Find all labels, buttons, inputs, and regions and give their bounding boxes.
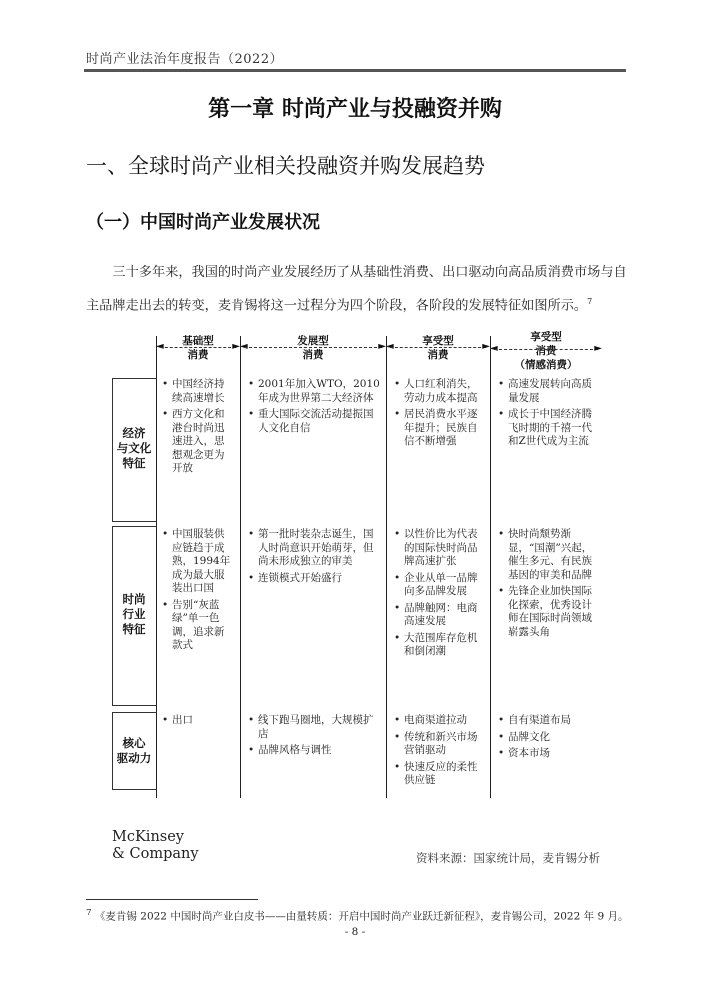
list-item: • 重大国际交流活动提振国人文化自信 — [248, 408, 382, 435]
cell-r3-c3 — [394, 714, 486, 791]
list-item: • 出口 — [162, 714, 234, 728]
row-label-3-line1: 核心 — [122, 736, 146, 750]
cell-r2-c2 — [248, 528, 382, 588]
list-item: • 居民消费水平逐年提升；民族自信不断增强 — [394, 408, 486, 449]
sub-title: （一）中国时尚产业发展状况 — [86, 212, 320, 233]
section-title: 一、全球时尚产业相关投融资并购发展趋势 — [86, 154, 485, 178]
list-item: • 资本市场 — [498, 747, 602, 761]
list-item: • 电商渠道拉动 — [394, 714, 486, 728]
cell-r2-c3 — [394, 528, 486, 662]
figure-source: 资料来源：国家统计局，麦肯锡分析 — [416, 851, 600, 865]
row-label-3 — [112, 736, 156, 766]
list-item: • 2001年加入WTO，2010年成为世界第二大经济体 — [248, 378, 382, 405]
cell-r1-c4 — [498, 378, 602, 452]
header-title: 时尚产业法治年度报告（2022） — [86, 52, 284, 67]
list-item: • 告别“灰蓝绿”单一色调，追求新款式 — [162, 599, 234, 653]
row-label-2-line1: 时尚 — [122, 592, 146, 606]
column-arrow-1: ◄ ► — [156, 341, 240, 352]
list-item: • 成长于中国经济腾飞时期的千禧一代和Z世代成为主流 — [498, 408, 602, 449]
row-label-2-line3: 特征 — [122, 622, 146, 636]
list-item: • 自有渠道布局 — [498, 714, 602, 728]
cell-r2-c1 — [162, 528, 234, 656]
logo-line2: & Company — [112, 846, 199, 862]
list-item: • 中国经济持续高速增长 — [162, 378, 234, 405]
list-item: • 人口红利消失，劳动力成本提高 — [394, 378, 486, 405]
list-item: • 线下跑马圈地，大规模扩店 — [248, 714, 382, 741]
logo-line1: McKinsey — [112, 829, 184, 845]
list-item: • 第一批时装杂志诞生，国人时尚意识开始萌芽，但尚未形成独立的审美 — [248, 528, 382, 569]
cell-r1-c3 — [394, 378, 486, 452]
column-header-4-line1: 享受型 — [530, 331, 562, 343]
footnote — [86, 908, 631, 924]
row-label-3-line2: 驱动力 — [116, 751, 152, 765]
list-item: • 以性价比为代表的国际快时尚品牌高速扩张 — [394, 528, 486, 569]
cell-r1-c2 — [248, 378, 382, 438]
column-header-2-line1: 发展型 — [297, 335, 329, 347]
cell-r3-c4 — [498, 714, 602, 764]
column-arrow-3: ◄ ► — [386, 341, 490, 352]
page-number: - 8 - — [344, 926, 366, 938]
column-divider-4 — [490, 336, 491, 798]
list-item: • 快速反应的柔性供应链 — [394, 761, 486, 788]
paragraph-text: 三十多年来，我国的时尚产业发展经历了从基础性消费、出口驱动向高品质消费市场与自主品牌走出去的转变，麦肯锡将这一过程分为四个阶段，各阶段的发展特征如图所示。 — [86, 265, 627, 314]
column-header-1-line2: 消费 — [187, 349, 209, 361]
row-label-1-line1: 经济 — [122, 426, 146, 440]
column-header-4-line3: （情感消费） — [514, 359, 578, 371]
stage-figure — [112, 326, 606, 871]
footnote-text: 《麦肯锡 2022 中国时尚产业白皮书——由量转质：开启中国时尚产业跃迁新征程》，麦肯锡公司，2022 年 9 月。 — [94, 910, 629, 923]
list-item: • 品牌触网：电商高速发展 — [394, 602, 486, 629]
column-header-2-line2: 消费 — [302, 349, 324, 361]
footnote-number: 7 — [86, 908, 92, 918]
column-header-1-line1: 基础型 — [182, 335, 214, 347]
column-divider-3 — [386, 336, 387, 798]
list-item: • 高速发展转向高质量发展 — [498, 378, 602, 405]
chapter-title: 第一章 时尚产业与投融资并购 — [208, 97, 502, 122]
list-item: • 先锋企业加快国际化探索，优秀设计师在国际时尚领域崭露头角 — [498, 585, 602, 639]
list-item: • 快时尚颓势渐显，“国潮”兴起，催生多元、有民族基因的审美和品牌 — [498, 528, 602, 582]
footnote-rule — [86, 899, 258, 900]
cell-r3-c1 — [162, 714, 234, 731]
mckinsey-logo — [112, 829, 199, 863]
list-item: • 传统和新兴市场营销驱动 — [394, 731, 486, 758]
row-label-2-line2: 行业 — [122, 607, 146, 621]
row-label-1-line2: 与文化 — [116, 441, 152, 455]
column-divider-2 — [240, 336, 241, 798]
list-item: • 品牌风格与调性 — [248, 744, 382, 758]
body-paragraph — [86, 258, 631, 320]
cell-r2-c4 — [498, 528, 602, 642]
column-arrow-4: ◄ ► — [490, 343, 602, 354]
footnote-ref: 7 — [587, 297, 593, 306]
column-arrow-2: ◄ ► — [240, 341, 386, 352]
row-label-1 — [112, 426, 156, 471]
list-item: • 大范围库存危机和倒闭潮 — [394, 632, 486, 659]
cell-r3-c2 — [248, 714, 382, 761]
column-header-4-line2: 消费 — [535, 345, 557, 357]
list-item: • 连锁模式开始盛行 — [248, 572, 382, 586]
list-item: • 企业从单一品牌向多品牌发展 — [394, 572, 486, 599]
column-header-3-line2: 消费 — [427, 349, 449, 361]
header-rule — [84, 69, 626, 72]
list-item: • 中国服装供应链趋于成熟，1994年成为最大服装出口国 — [162, 528, 234, 596]
list-item: • 西方文化和港台时尚迅速进入，思想观念更为开放 — [162, 408, 234, 476]
cell-r1-c1 — [162, 378, 234, 479]
row-label-1-line3: 特征 — [122, 456, 146, 470]
list-item: • 品牌文化 — [498, 731, 602, 745]
row-label-2 — [112, 592, 156, 637]
column-header-3-line1: 享受型 — [422, 335, 454, 347]
